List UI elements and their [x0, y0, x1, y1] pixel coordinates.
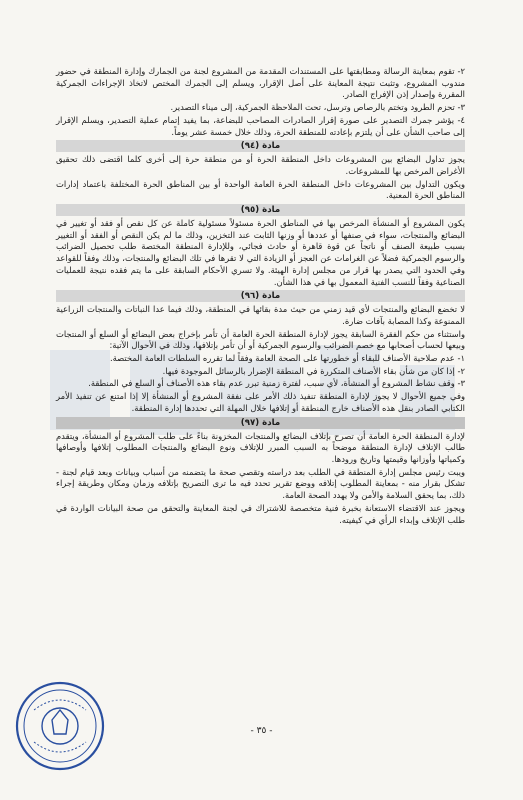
paragraph: ٣- وقف نشاط المشروع أو المنشأة، لأي سبب، لفترة زمنية تبرر عدم بقاء هذه الأصناف أو السلع في المنطقة. — [88, 378, 465, 389]
article-heading: مادة (٩٥) — [56, 204, 465, 216]
paragraph: ٤- يؤشر جمرك التصدير على صورة إقرار الصادرات المصاحب للبضاعة، بما يفيد إتمام عملية التصدير، ويسلم الإقرار إلى صاحب الشأن على أن يلتزم بإعادته للمنطقة الحرة، وذلك خلال خمسة عشر يوماً. — [56, 114, 465, 137]
paragraph: وفي جميع الأحوال لا يجوز لإدارة المنطقة تنفيذ ذلك الأمر على نفقة المشروع أو المنشأة إلا إذا امتنع عن تنفيذ الأمر الكتابي الصادر بنقل هذه الأصناف خارج المنطقة أو إتلافها خلال المهلة التي تحددها إدارة المنطقة. — [56, 391, 465, 413]
paragraph: واستثناء من حكم الفقرة السابقة يجوز لإدارة المنطقة الحرة العامة أن تأمر بإخراج بعض البضائع أو السلع أو المنتجات وبيعها لحساب أصحابها مع خصم الضرائب والرسوم الجمركية أو أن تأمر بإتلافها، وذلك في الأحوال الآتية: — [56, 328, 465, 351]
page-number: - ٣٥ - — [250, 726, 273, 736]
paragraph: ويجوز عند الاقتضاء الاستعانة بخبرة فنية متخصصة للاشتراك في لجنة المعاينة والتحقق من صحة البيانات الواردة في طلب الإتلاف وإبداء الرأي في كيفيته. — [56, 502, 465, 525]
paragraph: لا تخضع البضائع والمنتجات لأي قيد زمني من حيث مدة بقائها في المنطقة، وذلك فيما عدا النباتات والمنتجات الزراعية الممنوعة وكذا المصابة بآفات ضارة. — [56, 304, 465, 326]
paragraph: يجوز تداول البضائع بين المشروعات داخل المنطقة الحرة أو من منطقة حرة إلى أخرى كلما اقتضى ذلك تحقيق الأغراض المرخص بها للمشروعات. — [56, 154, 465, 176]
paragraph: ويبت رئيس مجلس إدارة المنطقة في الطلب بعد دراسته وتقصي صحة ما يتضمنه من أسباب وبيانات وبعد قيام لجنة - تشكل بقرار منه - بمعاينة المطلوب إتلافه ووضع تقرير تحدد فيه ما ترى التصريح بإتلافه وزمان ومكان وطريقة إجراء ذلك، بما يحقق السلامة والأمن ولا يهدد الصحة العامة. — [56, 466, 465, 501]
article-heading: مادة (٩٧) — [56, 417, 465, 429]
paragraph: ٣- تحزم الطرود وتختم بالرصاص وترسل، تحت الملاحظة الجمركية، إلى ميناء التصدير. — [170, 102, 465, 113]
paragraph: ويكون التداول بين المشروعات داخل المنطقة الحرة العامة الواحدة أو بين المناطق الحرة المختلفة باعتماد إدارات المناطق الحرة المعنية. — [56, 178, 465, 201]
article-heading: مادة (٩٦) — [56, 290, 465, 302]
official-seal-icon — [14, 680, 106, 772]
paragraph: ٢- إذا كان من شأن بقاء الأصناف المتكررة في المنطقة الإضرار بالرسائل الموجودة فيها. — [162, 365, 465, 376]
document-body — [56, 66, 465, 527]
article-heading: مادة (٩٤) — [56, 140, 465, 152]
paragraph: يكون المشروع أو المنشأة المرخص بها في المناطق الحرة مسئولاً مسئولية كاملة عن كل نقص أو فقد أو تغيير في البضائع والمنتجات، سواء في صنفها أو عددها أو وزنها الثابت عند التخزين، وذلك ما لم يكن النقص أو الفقد أو التغيير بسبب طبيعة الصنف أو ناتجاً عن قوة قاهرة أو حادث فجائي، وللإدارة المنطقة المختصة طلب تحصيل الضرائب والرسوم الجمركية فضلاً عن الغرامات عن العجز أو الزيادة التي لا تقرها في تلك البضائع والمنتجات، وذلك وفقاً للقواعد وفي الحدود التي يصدر بها قرار من مجلس إدارة الهيئة. ولا تسري الأحكام السابقة على ما يتم فقده نتيجة للعمليات الصناعية وفقاً للنسب الفنية المعمول بها في هذا الشأن. — [56, 218, 465, 287]
paragraph: ٢- تقوم بمعاينة الرسالة ومطابقتها على المستندات المقدمة من المشروع لجنة من الجمارك وإدارة المنطقة في حضور مندوب المشروع، وتثبت نتيجة المعاينة على أصل الإقرار، ويسلم إلى الجمرك المختص لاتخاذ الإجراءات الجمركية المقررة وإصدار إذن الإفراج الصادر. — [56, 66, 465, 100]
paragraph: لإدارة المنطقة الحرة العامة أن تصرح بإتلاف البضائع والمنتجات المخزونة بناءً على طلب المشروع أو المنشأة، ويتقدم طالب الإتلاف لإدارة المنطقة موضحاً به السبب المبرر للإتلاف ونوع البضائع والمنتجات المطلوب إتلافها وأوصافها وكمياتها وأوزانها وقيمتها وتاريخ ورودها. — [56, 430, 465, 464]
paragraph: ١- عدم صلاحية الأصناف للبقاء أو خطورتها على الصحة العامة وفقاً لما تقرره السلطات العامة المختصة. — [109, 353, 465, 364]
